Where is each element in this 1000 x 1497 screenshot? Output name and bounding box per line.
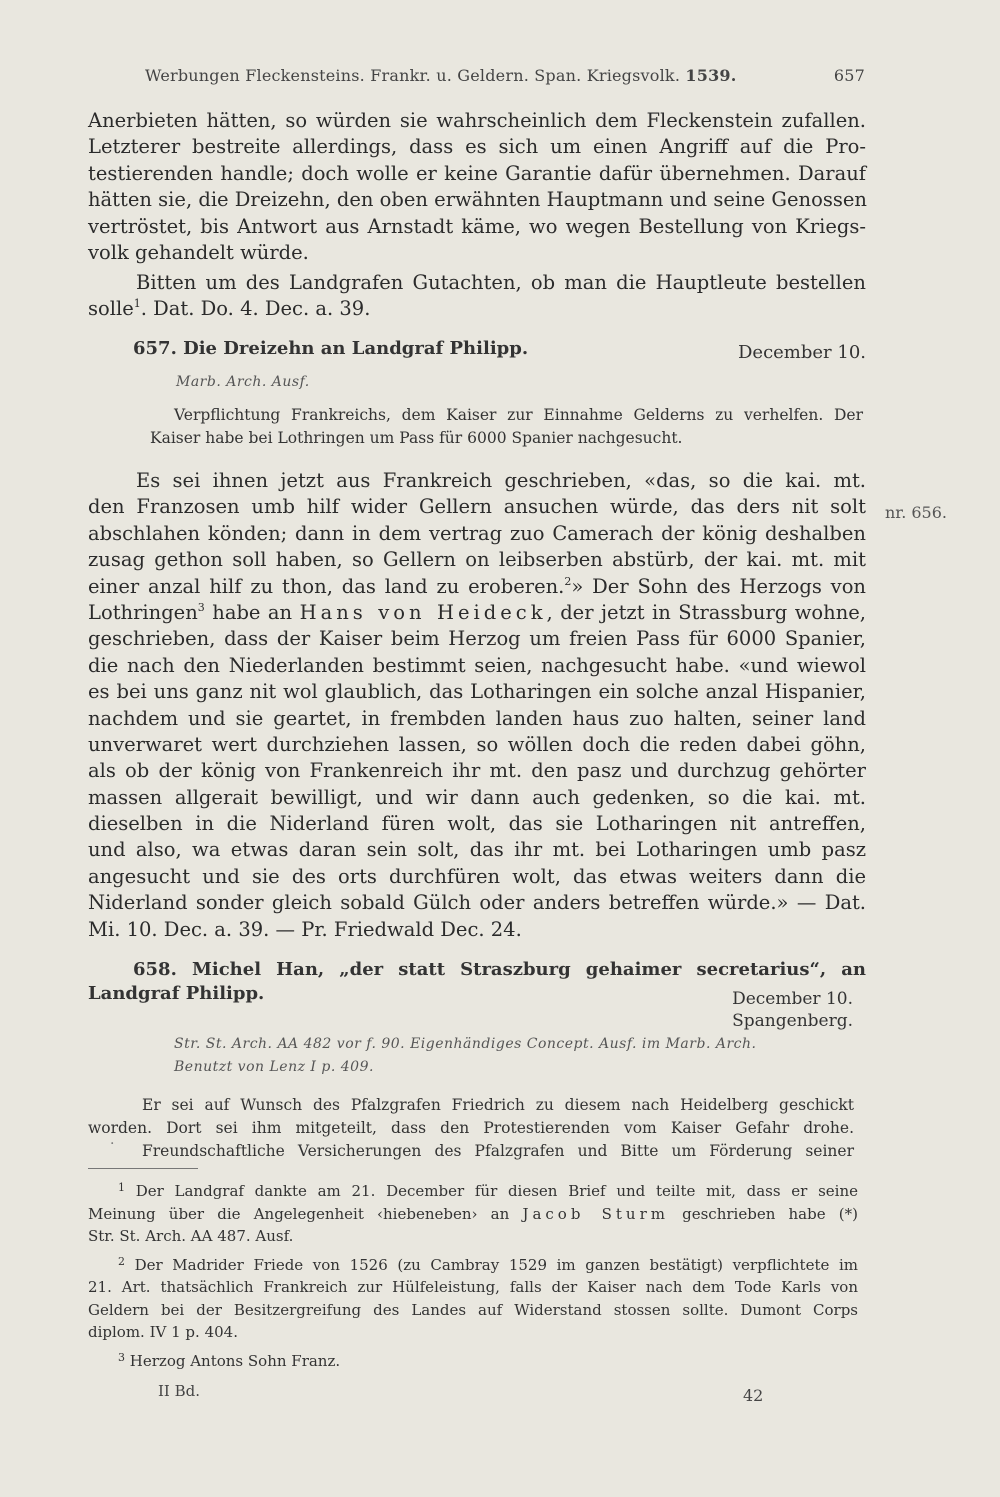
text-line: Niderland sonder gleich sobald Gülch oder anders betreffen würde.» — Dat. <box>88 891 866 915</box>
footnote-number: 3 <box>118 1350 125 1364</box>
footnote-number: 2 <box>118 1254 125 1268</box>
sheet-signature: 42 <box>743 1386 764 1405</box>
text-line: testierenden handle; doch wolle er keine Garantie dafür übernehmen. Darauf <box>88 161 866 185</box>
footnote-line: diplom. IV 1 p. 404. <box>88 1323 238 1341</box>
doc-658-place: Spangenberg. <box>732 1011 853 1031</box>
footnote-rule <box>88 1168 198 1169</box>
text-line: unverwaret wert durchziehen lassen, so wöllen doch die reden dabei göhn, <box>88 732 866 756</box>
doc-658-regest <box>88 1094 854 1163</box>
doc-658-title-line: Landgraf Philipp. <box>88 983 265 1004</box>
footnote-line <box>88 1203 858 1226</box>
text-line: volk gehandelt würde. <box>88 240 309 264</box>
text-line: nachdem und sie geartet, in frembden landen haus zuo halten, seiner land <box>88 706 866 730</box>
text-line: vertröstet, bis Antwort aus Arnstadt käme, wo wegen Bestellung von Kriegs- <box>88 214 866 238</box>
text-span: Meinung über die Angelegenheit ‹hiebeneben› an <box>88 1204 523 1223</box>
doc-657-heading <box>88 338 866 363</box>
doc-657-title: 657. Die Dreizehn an Landgraf Philipp. <box>133 338 529 359</box>
text-span: , der jetzt in Strassburg wohne, <box>546 600 866 624</box>
text-line: massen allgerait bewilligt, und wir dann auch gedenken, so die kai. mt. <box>88 785 866 809</box>
text-span: habe an <box>204 600 300 624</box>
request-paragraph <box>88 270 866 323</box>
page-number: 657 <box>833 66 865 85</box>
footnote-ref-3: 3 <box>197 600 205 614</box>
text-span: Der Landgraf dankte am 21. December für diesen Brief und teilte mit, dass er seine <box>135 1182 858 1200</box>
text-line <box>88 296 866 322</box>
footnote-ref-1: 1 <box>133 297 141 311</box>
footnotes <box>88 1180 858 1372</box>
running-head-title: Werbungen Fleckensteins. Frankr. u. Geldern. Span. Kriegsvolk. <box>145 66 681 85</box>
text-line <box>88 574 866 600</box>
text-span: Der Madrider Friede von 1526 (zu Cambray 1529 im ganzen bestätigt) verpflichtete im <box>134 1255 858 1274</box>
margin-dot: · <box>110 1136 115 1152</box>
text-line: hätten sie, die Dreizehn, den oben erwähnten Hauptmann und seine Genossen <box>88 188 867 212</box>
text-line: Anerbieten hätten, so würden sie wahrscheinlich dem Fleckenstein zufallen. <box>88 109 866 132</box>
footnote-line: Str. St. Arch. AA 487. Ausf. <box>88 1227 294 1245</box>
doc-657-text <box>88 468 866 943</box>
text-span: Lothringen <box>88 600 198 624</box>
margin-reference: nr. 656. <box>885 503 947 522</box>
person-name: Hans von Heideck <box>299 600 547 624</box>
text-span: einer anzal hilf zu thon, das land zu eroberen. <box>88 574 565 598</box>
running-head <box>145 66 865 85</box>
doc-658-source-line: Str. St. Arch. AA 482 vor f. 90. Eigenhändiges Concept. Ausf. im Marb. Arch. <box>174 1036 757 1052</box>
text-line: Mi. 10. Dec. a. 39. — Pr. Friedwald Dec. 24. <box>88 917 522 941</box>
footnote-2 <box>88 1254 858 1277</box>
text-span: Herzog Antons Sohn Franz. <box>129 1351 341 1370</box>
regest-line: Freundschaftliche Versicherungen des Pfalzgrafen und Bitte um Förderung seiner <box>142 1142 854 1160</box>
doc-657-source: Marb. Arch. Ausf. <box>176 374 310 390</box>
doc-658-date: December 10. <box>732 989 853 1009</box>
text-line: Bitten um des Landgrafen Gutachten, ob man die Hauptleute bestellen <box>136 271 866 294</box>
text-line: angesucht und sie des orts durchfüren wolt, das etwas weiters dann die <box>88 864 866 888</box>
text-span: geschrieben habe (*) <box>668 1204 858 1223</box>
text-span: . Dat. Do. 4. Dec. a. 39. <box>140 297 371 321</box>
doc-658-dateline <box>700 988 853 1032</box>
footnote-line: Geldern bei der Besitzergreifung des Landes auf Widerstand stossen sollte. Dumont Corps <box>88 1300 858 1319</box>
regest-line: Er sei auf Wunsch des Pfalzgrafen Friedrich zu diesem nach Heidelberg geschickt <box>142 1096 854 1114</box>
text-line: abschlahen könden; dann in dem vertrag zuo Camerach der könig deshalben <box>88 521 866 545</box>
text-line: es bei uns ganz nit wol glaublich, das Lotharingen ein solche anzal Hispanier, <box>88 680 866 704</box>
regest-line: Kaiser habe bei Lothringen um Pass für 6000 Spanier nachgesucht. <box>150 429 683 447</box>
doc-657-date: December 10. <box>737 342 866 363</box>
footnote-1 <box>88 1180 858 1203</box>
text-line: dieselben in die Niderland füren wolt, das sie Lotharingen nit antreffen, <box>88 812 866 836</box>
text-line: den Franzosen umb hilf wider Gellern ansuchen würde, das ders nit solt <box>88 495 866 519</box>
doc-658-title-line: 658. Michel Han, „der statt Straszburg gehaimer secretarius“, an <box>133 959 866 980</box>
doc-657-regest <box>150 404 863 450</box>
text-span: solle <box>88 297 134 321</box>
text-line: zusag gethon soll haben, so Gellern on leibserben abstürb, der kai. mt. mit <box>88 548 866 572</box>
volume-signature: II Bd. <box>158 1382 201 1400</box>
regest-line: worden. Dort sei ihm mitgeteilt, dass den Protestierenden vom Kaiser Gefahr drohe. <box>88 1119 854 1137</box>
footnote-line: 21. Art. thatsächlich Frankreich zur Hülfeleistung, falls der Kaiser nach dem Tode Karls von <box>88 1278 858 1296</box>
text-line: als ob der könig von Frankenreich ihr mt. den pasz und durchzug gehörter <box>88 759 866 783</box>
footnote-3 <box>88 1350 858 1373</box>
text-span: » Der Sohn des Herzogs von <box>571 574 866 598</box>
text-line: und also, wa etwas daran sein solt, das ihr mt. bei Lotharingen umb pasz <box>88 838 866 862</box>
regest-line: Verpflichtung Frankreichs, dem Kaiser zur Einnahme Gelderns zu verhelfen. Der <box>174 406 863 424</box>
text-line: die nach den Niederlanden bestimmt seien, nachgesucht habe. «und wiewol <box>88 653 866 677</box>
text-line: geschrieben, dass der Kaiser beim Herzog um freien Pass für 6000 Spanier, <box>88 627 866 651</box>
person-name: Jacob Sturm <box>522 1204 669 1223</box>
footnote-number: 1 <box>118 1181 125 1194</box>
text-line: Letzterer bestreite allerdings, dass es sich um einen Angriff auf die Pro- <box>88 135 866 159</box>
text-line: Es sei ihnen jetzt aus Frankreich geschrieben, «das, so die kai. mt. <box>136 469 866 492</box>
footnote-ref-2: 2 <box>564 574 572 588</box>
running-head-year: 1539. <box>685 66 737 85</box>
text-line <box>88 600 866 626</box>
doc-658-source-line: Benutzt von Lenz I p. 409. <box>174 1059 374 1075</box>
continuation-paragraph <box>88 108 866 266</box>
